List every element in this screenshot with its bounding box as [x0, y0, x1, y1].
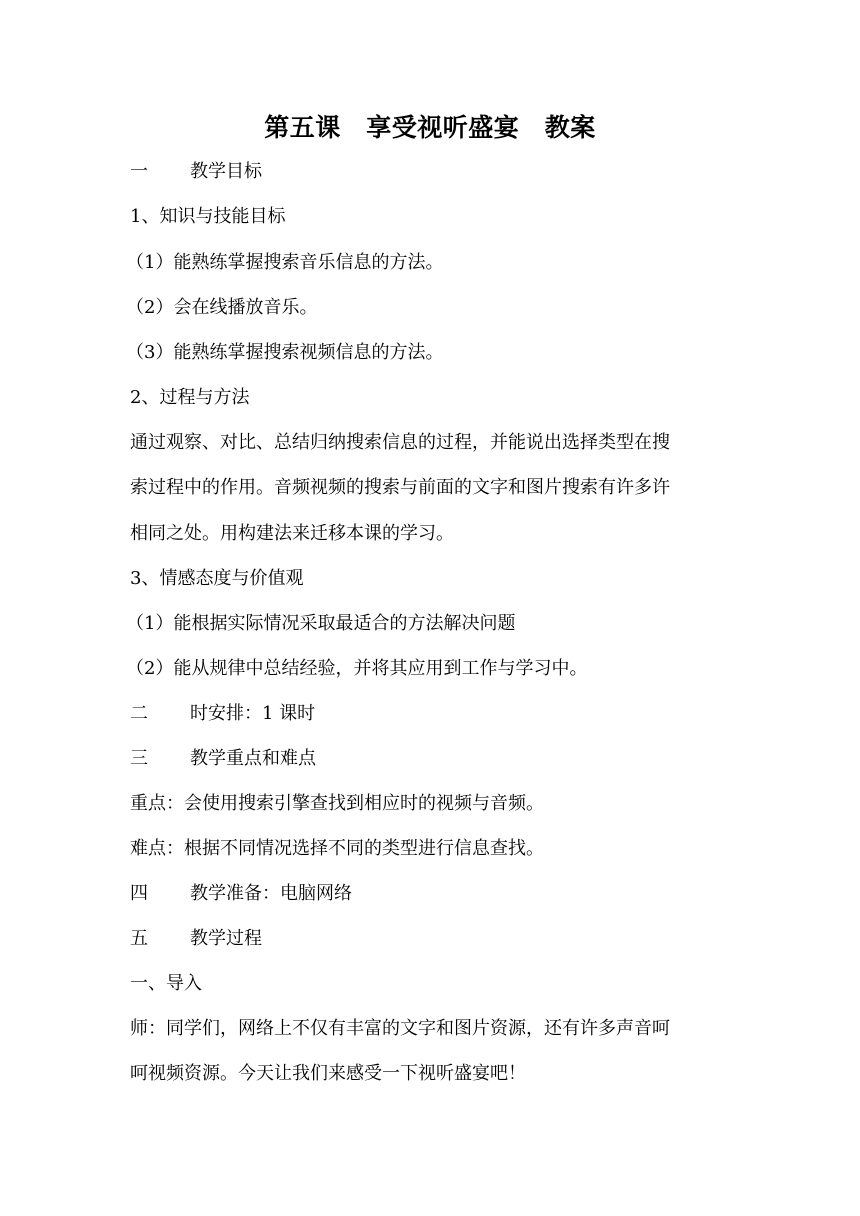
list-item: （1）能熟练掌握搜索音乐信息的方法。 [126, 252, 444, 273]
paragraph-line: 呵视频资源。今天让我们来感受一下视听盛宴吧！ [130, 1063, 526, 1084]
paragraph-line: 师：同学们，网络上不仅有丰富的文字和图片资源，还有许多声音呵 [130, 1018, 670, 1039]
subheading-knowledge-skills: 1、知识与技能目标 [130, 206, 286, 227]
subheading-introduction: 一、导入 [130, 973, 202, 994]
section-number: 一 [130, 161, 148, 182]
section-title: 教学准备：电脑网络 [190, 883, 352, 904]
section-number: 三 [130, 748, 148, 769]
paragraph-line: 相同之处。用构建法来迁移本课的学习。 [130, 523, 454, 544]
key-point-line: 重点：会使用搜索引擎查找到相应时的视频与音频。 [130, 793, 544, 814]
paragraph-line: 通过观察、对比、总结归纳搜索信息的过程，并能说出选择类型在搜 [130, 432, 670, 453]
subheading-attitude-values: 3、情感态度与价值观 [130, 568, 304, 589]
section-title: 时安排：1 课时 [190, 703, 316, 724]
section-heading-key-points [130, 744, 750, 774]
difficult-point-line: 难点：根据不同情况选择不同的类型进行信息查找。 [130, 838, 544, 859]
section-title: 教学重点和难点 [190, 748, 316, 769]
list-item: （1）能根据实际情况采取最适合的方法解决问题 [126, 613, 516, 634]
section-title: 教学目标 [190, 161, 262, 182]
section-number: 二 [130, 703, 148, 724]
section-number: 五 [130, 928, 148, 949]
subheading-process-method: 2、过程与方法 [130, 387, 250, 408]
section-heading-preparation [130, 879, 750, 909]
document-title: 第五课 享受视听盛宴 教案 [264, 113, 596, 142]
list-item: （2）会在线播放音乐。 [126, 297, 318, 318]
list-item: （2）能从规律中总结经验，并将其应用到工作与学习中。 [126, 658, 588, 679]
paragraph-line: 索过程中的作用。音频视频的搜索与前面的文字和图片搜索有许多许 [130, 477, 670, 498]
list-item: （3）能熟练掌握搜索视频信息的方法。 [126, 342, 444, 363]
section-heading-objectives [130, 157, 750, 187]
section-heading-schedule [130, 699, 750, 729]
section-heading-process [130, 924, 750, 954]
section-number: 四 [130, 883, 148, 904]
section-title: 教学过程 [190, 928, 262, 949]
